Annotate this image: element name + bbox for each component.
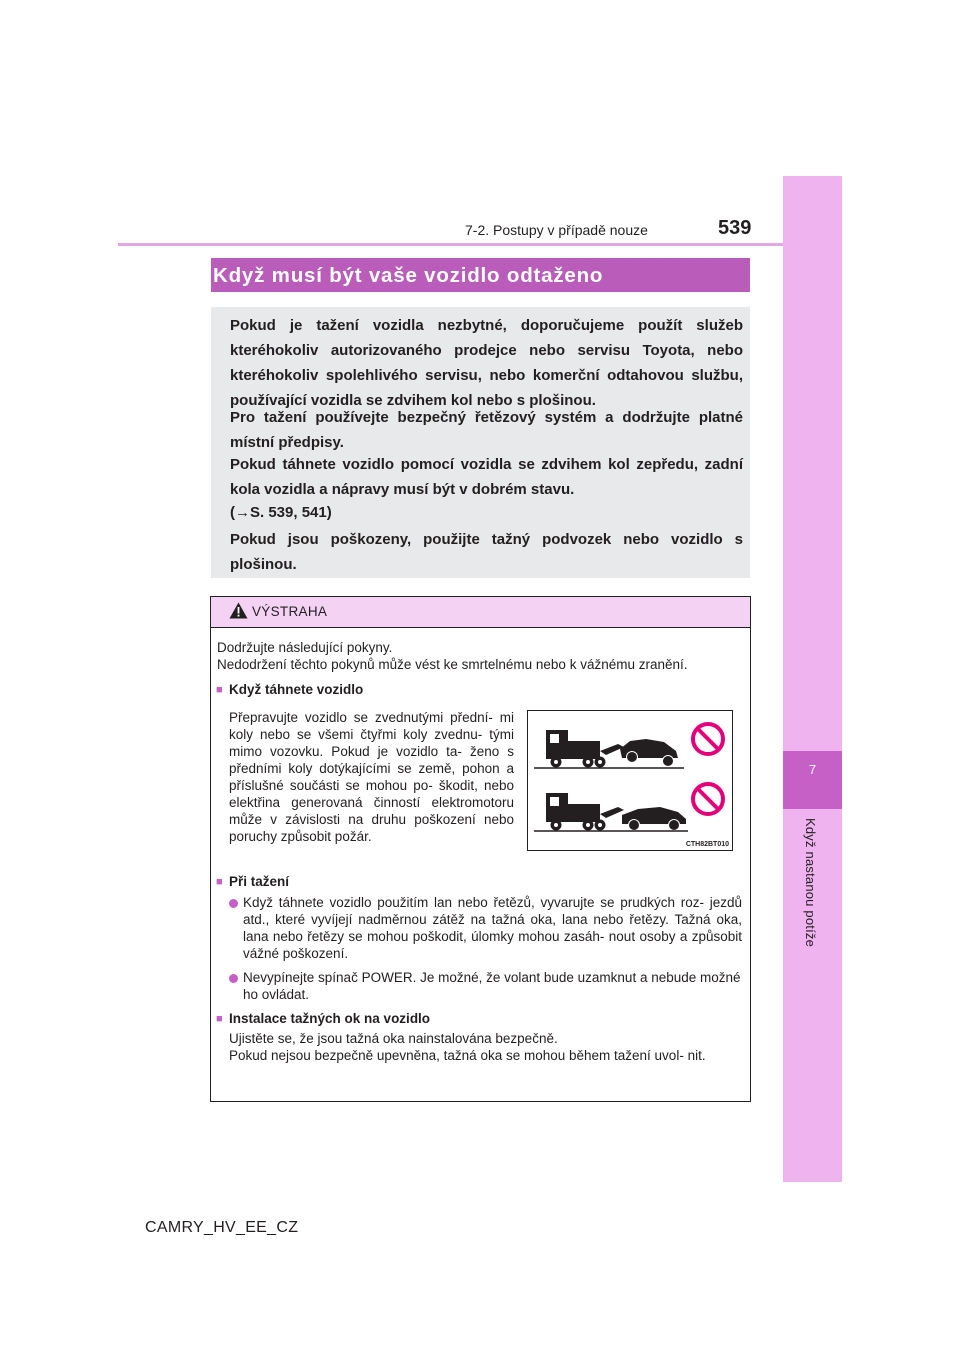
chapter-title: Když nastanou potíže bbox=[803, 818, 818, 948]
header-divider bbox=[118, 243, 783, 246]
prohibited-icon-top bbox=[693, 724, 723, 754]
footer-document-code: CAMRY_HV_EE_CZ bbox=[145, 1219, 299, 1236]
intro-paragraph-1: Pokud je tažení vozidla nezbytné, doporučujeme použít služeb kteréhokoliv autorizovaného prodejce nebo servisu Toyota, nebo kteréhokoliv spolehlivého servisu, nebo komerční odtahovou službu, používající vozidla se zdvihem kol nebo s plošinou. bbox=[230, 317, 743, 409]
warning-intro-line-1: Dodržujte následující pokyny. bbox=[217, 640, 393, 655]
section-text-line-2: Pokud nejsou bezpečně upevněna, tažná oka se mohou během tažení uvol- nit. bbox=[229, 1048, 706, 1063]
tow-truck-top-icon bbox=[534, 730, 684, 768]
section-square-icon: ■ bbox=[216, 876, 223, 888]
page-number: 539 bbox=[718, 217, 752, 239]
bullet-icon bbox=[229, 974, 238, 983]
section-heading-towing: Když táhnete vozidlo bbox=[229, 682, 364, 697]
bullet-text-2: Nevypínejte spínač POWER. Je možné, že volant bude uzamknut a nebude možné ho ovládat. bbox=[243, 970, 741, 1002]
tow-truck-illustration bbox=[528, 711, 732, 850]
chapter-tab bbox=[783, 751, 842, 809]
chapter-sidebar bbox=[783, 176, 842, 1182]
intro-paragraph-2: Pro tažení používejte bezpečný řetězový systém a dodržujte platné místní předpisy. bbox=[230, 409, 743, 451]
bullet-icon bbox=[229, 899, 238, 908]
warning-label: VÝSTRAHA bbox=[252, 604, 328, 619]
intro-paragraph-4: Pokud jsou poškozeny, použijte tažný podvozek nebo vozidlo s plošinou. bbox=[230, 531, 743, 573]
intro-reference: (→S. 539, 541) bbox=[230, 504, 332, 521]
towing-illustration bbox=[527, 710, 733, 851]
bullet-text-1: Když táhnete vozidlo použitím lan nebo řetězů, vyvarujte se prudkých roz- jezdů atd., které vyvíjejí nadměrnou zátěž na tažná oka, lana nebo řetězy. Tažná oka, lana nebo řetězy se mohou poškodit, úlomky mohou zasáh- nout osoby a způsobit vážné poškození. bbox=[243, 895, 742, 961]
page-title: Když musí být vaše vozidlo odtaženo bbox=[213, 264, 604, 287]
section-heading-during-towing: Při tažení bbox=[229, 874, 290, 889]
section-square-icon: ■ bbox=[216, 684, 223, 696]
prohibited-icon-bottom bbox=[693, 784, 723, 814]
section-reference: 7-2. Postupy v případě nouze bbox=[465, 222, 648, 238]
section-text-towing: Přepravujte vozidlo se zvednutými přední- mi koly nebo se všemi čtyřmi koly zvednu- tými mimo vozovku. Pokud je vozidlo ta- ženo s předními koly dotýkajícími se země, pohon a příslušné součásti se mohou po- škodit, nebo elektřina generovaná činností elektromotoru může v závislosti na druhu poškození nebo poruchy způsobit požár. bbox=[229, 710, 514, 844]
intro-paragraph-3: Pokud táhnete vozidlo pomocí vozidla se zdvihem kol zepředu, zadní kola vozidla a nápravy musí být v dobrém stavu. bbox=[230, 456, 743, 498]
figure-code: CTH82BT010 bbox=[685, 841, 729, 848]
tow-truck-bottom-icon bbox=[534, 793, 688, 831]
chapter-number: 7 bbox=[808, 762, 817, 777]
section-heading-eye-installation: Instalace tažných ok na vozidlo bbox=[229, 1011, 431, 1026]
section-text-line-1: Ujistěte se, že jsou tažná oka nainstalována bezpečně. bbox=[229, 1031, 558, 1046]
warning-triangle-icon bbox=[229, 602, 248, 619]
warning-intro-line-2: Nedodržení těchto pokynů může vést ke smrtelnému nebo k vážnému zranění. bbox=[217, 657, 688, 672]
section-square-icon: ■ bbox=[216, 1013, 223, 1025]
